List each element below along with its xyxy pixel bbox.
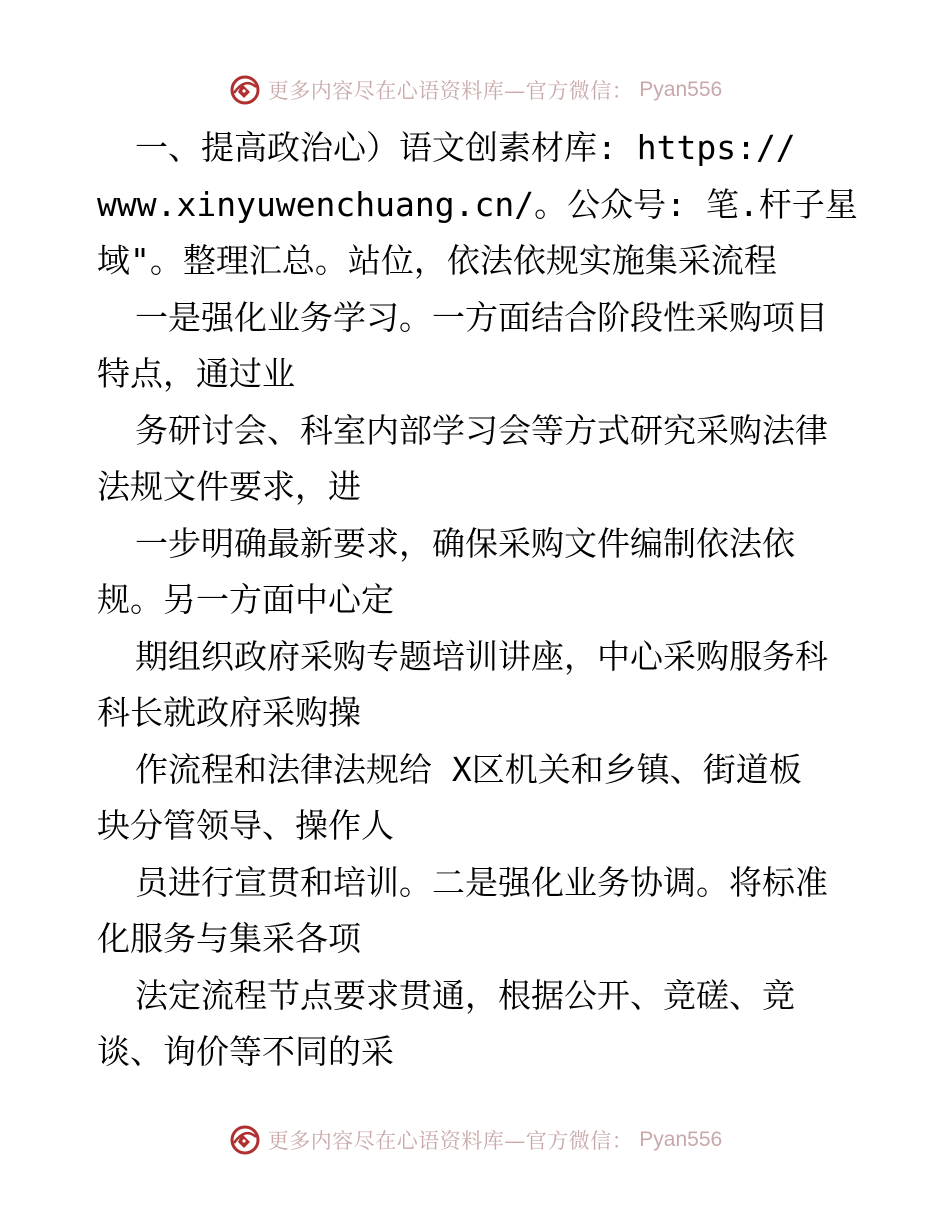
document-line: 一是强化业务学习。一方面结合阶段性采购项目	[135, 297, 828, 337]
document-line: 一步明确最新要求，确保采购文件编制依法依	[135, 523, 795, 563]
footer-banner-text: 更多内容尽在心语资料库—官方微信：	[267, 1129, 634, 1153]
document-line: www.xinyuwenchuang.cn/。公众号: 笔.杆子星	[97, 184, 858, 224]
document-line: 员进行宣贯和培训。二是强化业务协调。将标准	[135, 862, 828, 902]
document-body	[97, 120, 857, 1081]
pen-nib-circle-icon	[228, 73, 262, 107]
header-banner-text: 更多内容尽在心语资料库—官方微信：	[267, 79, 634, 103]
document-line: 化服务与集采各项	[97, 919, 361, 958]
footer-banner	[0, 1118, 950, 1162]
document-line: 域"。整理汇总。站位，依法依规实施集采流程	[97, 241, 777, 280]
pen-nib-circle-icon	[228, 1123, 262, 1157]
document-line: 谈、询价等不同的采	[97, 1032, 394, 1071]
document-line: 特点，通过业	[97, 354, 295, 393]
header-banner-handle: Pyan556	[639, 78, 723, 101]
document-line: 块分管领导、操作人	[97, 806, 394, 845]
header-banner	[0, 68, 950, 112]
document-line: 一、提高政治心）语文创素材库: https://	[135, 128, 796, 167]
document-line: 科长就政府采购操	[97, 693, 361, 732]
document-line: 规。另一方面中心定	[97, 580, 394, 619]
document-line: 法定流程节点要求贯通，根据公开、竞磋、竞	[135, 975, 795, 1015]
document-line: 期组织政府采购专题培训讲座，中心采购服务科	[135, 636, 828, 676]
document-line: 务研讨会、科室内部学习会等方式研究采购法律	[135, 410, 828, 450]
document-line: 法规文件要求，进	[97, 467, 361, 506]
document-line: 作流程和法律法规给 X区机关和乡镇、街道板	[135, 749, 802, 789]
footer-banner-handle: Pyan556	[639, 1128, 723, 1151]
